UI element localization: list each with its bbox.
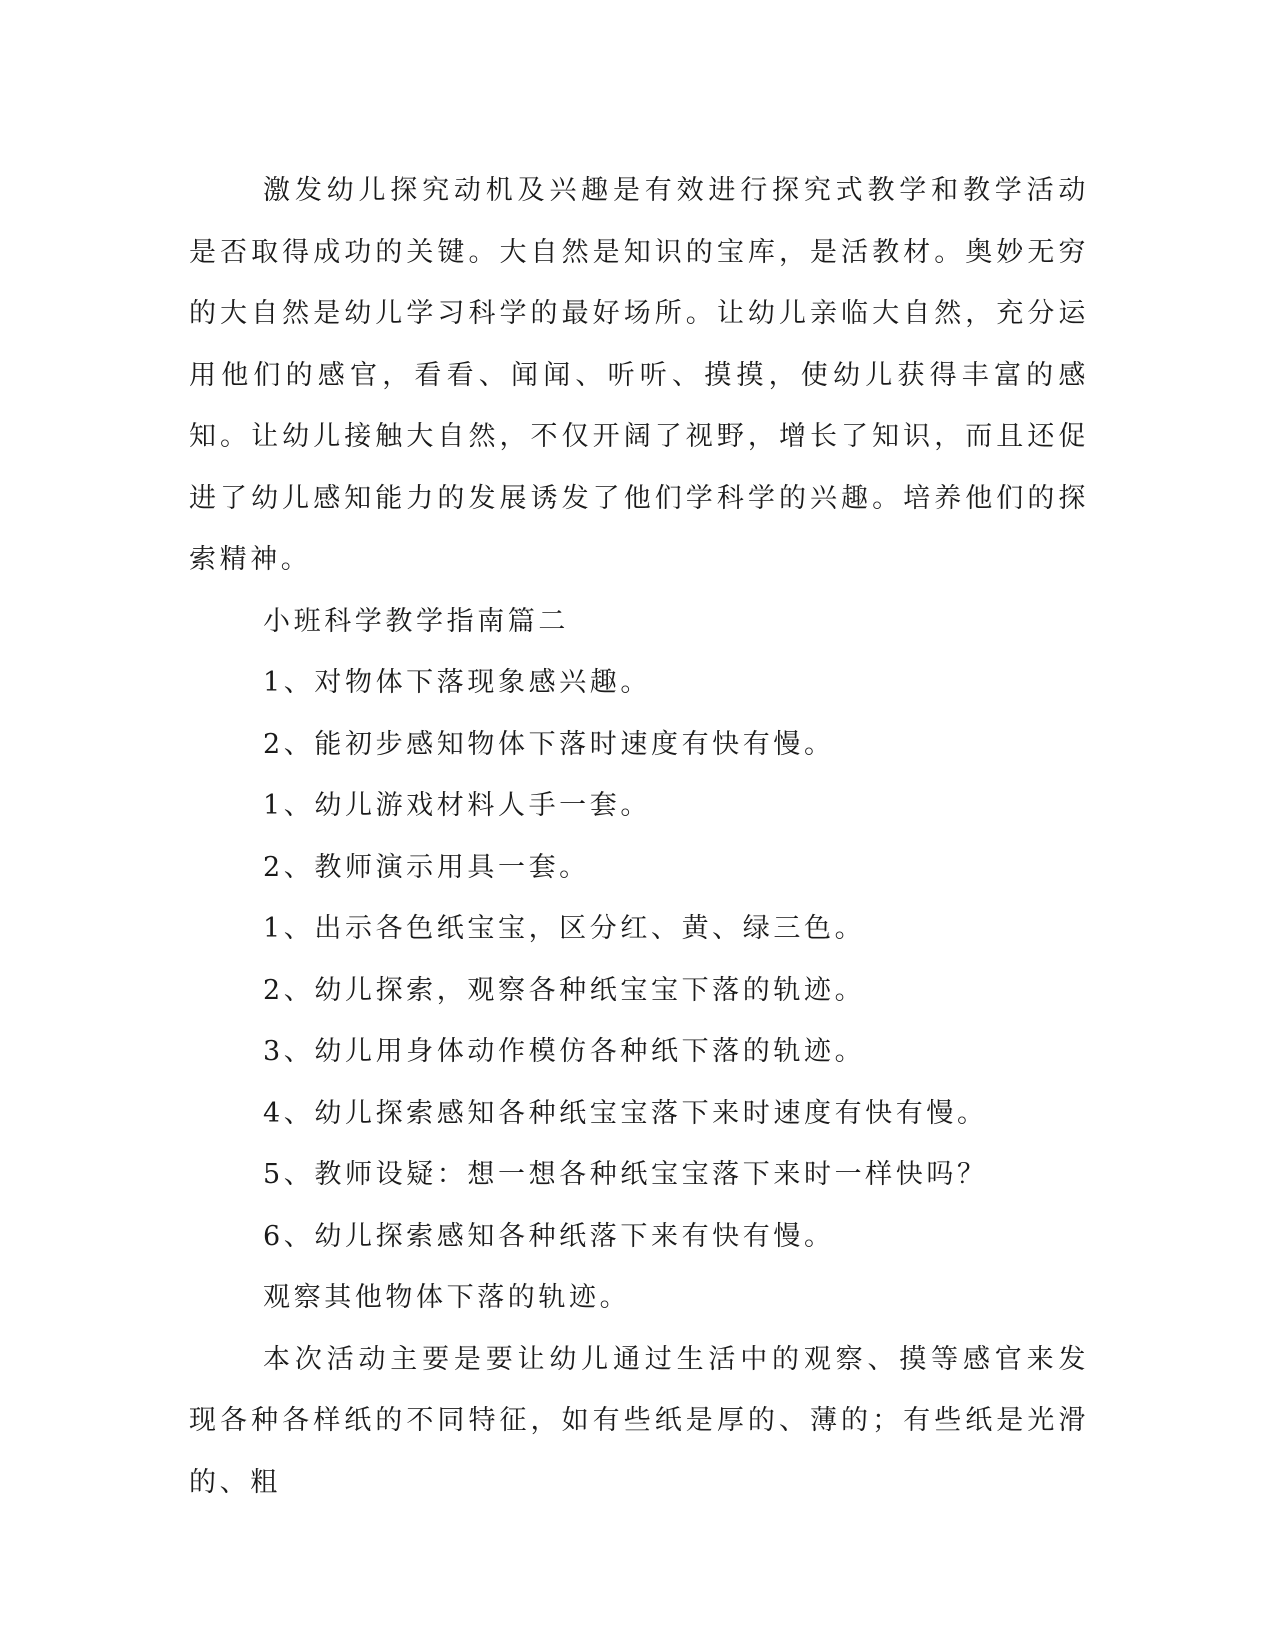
process-step: 4、幼儿探索感知各种纸宝宝落下来时速度有快有慢。 bbox=[263, 1097, 988, 1129]
process-step: 5、教师设疑：想一想各种纸宝宝落下来时一样快吗？ bbox=[263, 1159, 988, 1190]
process-step: 3、幼儿用身体动作模仿各种纸下落的轨迹。 bbox=[263, 1036, 866, 1067]
process-step: 6、幼儿探索感知各种纸落下来有快有慢。 bbox=[263, 1220, 835, 1252]
document-body bbox=[189, 160, 1089, 1513]
section-heading: 小班科学教学指南篇二 bbox=[263, 605, 569, 637]
material-item: 2、教师演示用具一套。 bbox=[263, 851, 590, 883]
process-step: 2、幼儿探索，观察各种纸宝宝下落的轨迹。 bbox=[263, 974, 866, 1006]
extension-line: 观察其他物体下落的轨迹。 bbox=[263, 1282, 631, 1313]
process-step: 1、出示各色纸宝宝，区分红、黄、绿三色。 bbox=[263, 913, 866, 944]
intro-paragraph: 激发幼儿探究动机及兴趣是有效进行探究式教学和教学活动是否取得成功的关键。大自然是知识的宝库，是活教材。奥妙无穷的大自然是幼儿学习科学的最好场所。让幼儿亲临大自然，充分运用他们的感官，看看、闻闻、听听、摸摸，使幼儿获得丰富的感知。让幼儿接触大自然，不仅开阔了视野，增长了知识，而且还促进了幼儿感知能力的发展诱发了他们学科学的兴趣。培养他们的探索精神。 bbox=[189, 175, 1089, 575]
goal-item: 2、能初步感知物体下落时速度有快有慢。 bbox=[263, 728, 835, 760]
goal-item: 1、对物体下落现象感兴趣。 bbox=[263, 667, 651, 698]
reflection-paragraph: 本次活动主要是要让幼儿通过生活中的观察、摸等感官来发现各种各样纸的不同特征，如有些纸是厚的、薄的；有些纸是光滑的、粗 bbox=[189, 1343, 1089, 1498]
material-item: 1、幼儿游戏材料人手一套。 bbox=[263, 790, 651, 821]
